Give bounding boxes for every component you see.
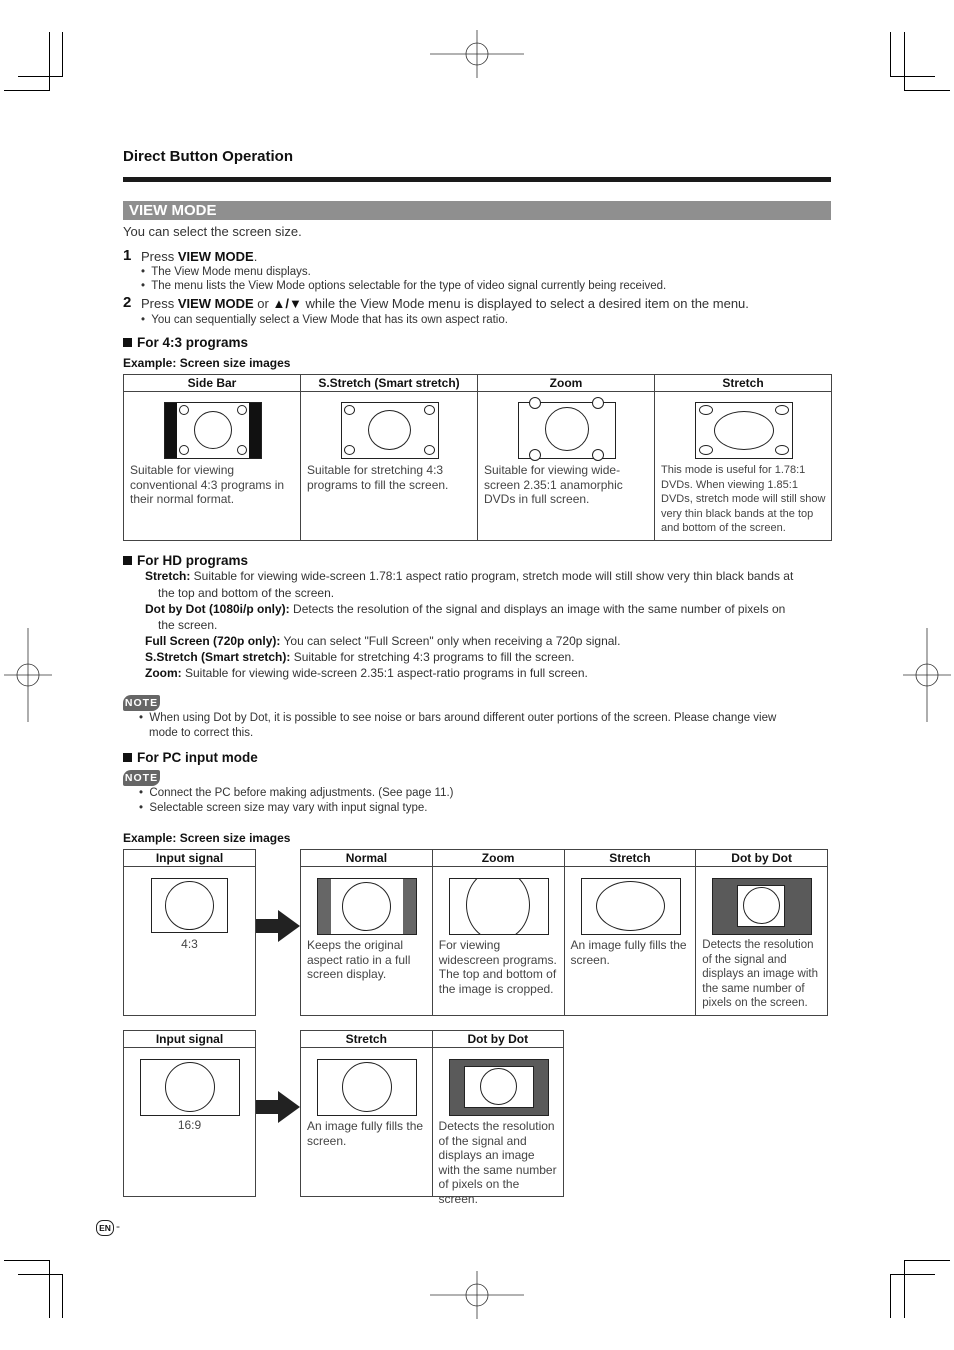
table-cell <box>301 867 433 1016</box>
crop-mark <box>18 1274 63 1275</box>
crop-mark <box>62 32 63 76</box>
circle-shape <box>165 1062 215 1112</box>
item-label: Stretch: <box>145 569 191 583</box>
circle-shape <box>424 445 435 455</box>
header-rule <box>123 177 831 182</box>
list-item <box>145 602 785 616</box>
screen-dot-by-dot-image <box>449 1059 549 1116</box>
item-label: Dot by Dot (1080i/p only): <box>145 602 290 616</box>
table-header: Dot by Dot <box>432 1031 563 1048</box>
screen-input-43-image <box>151 878 228 933</box>
step-text: or <box>253 296 273 311</box>
table-header: Normal <box>301 850 433 867</box>
note-text: Selectable screen size may vary with input signal type. <box>149 802 428 814</box>
table-cell <box>696 867 828 1016</box>
circle-shape <box>179 405 189 415</box>
square-bullet-icon <box>123 556 132 565</box>
crop-mark <box>4 90 50 91</box>
step-2-text <box>141 296 749 311</box>
heading-text: For HD programs <box>137 553 249 568</box>
screen-stretch-image <box>317 1059 417 1116</box>
circle-shape <box>699 445 713 455</box>
crop-mark <box>904 90 950 91</box>
screen-normal-image <box>317 878 417 935</box>
table-header: Zoom <box>432 850 564 867</box>
aspect-label: 16:9 <box>177 1118 202 1132</box>
table-header: Input signal <box>124 850 256 867</box>
example-label: Example: Screen size images <box>123 831 291 845</box>
crop-mark <box>4 1260 50 1261</box>
crop-mark <box>890 32 891 76</box>
screen-input-169-image <box>140 1059 240 1116</box>
crop-mark <box>904 32 905 90</box>
section-band <box>123 201 831 220</box>
table-cell <box>124 867 256 1016</box>
cell-description: Suitable for stretching 4:3 programs to fill the screen. <box>307 463 449 492</box>
heading-text: For 4:3 programs <box>137 335 249 350</box>
table-header: S.Stretch (Smart stretch) <box>301 375 478 392</box>
step-text: Press <box>141 249 178 264</box>
crop-mark <box>49 1260 50 1318</box>
table-header: Input signal <box>124 1031 256 1048</box>
language-badge: EN <box>96 1220 114 1236</box>
table-pc-modes-43 <box>300 849 828 1016</box>
note-text: Connect the PC before making adjustments. (See page 11.) <box>149 787 454 799</box>
circle-shape <box>194 411 232 449</box>
step-1-text <box>141 249 257 264</box>
aspect-label: 4:3 <box>181 937 198 951</box>
circle-shape <box>529 397 541 409</box>
right-arrow-icon <box>256 1091 300 1123</box>
table-cell <box>564 867 696 1016</box>
cell-description: An image fully fills the screen. <box>307 1119 424 1148</box>
step-text: while the View Mode menu is displayed to select a desired item on the menu. <box>301 296 749 311</box>
note-badge: NOTE <box>124 772 159 784</box>
list-item: • Connect the PC before making adjustments. (See page 11.) <box>139 787 454 799</box>
circle-shape <box>344 445 355 455</box>
list-item <box>145 666 588 680</box>
step-text: . <box>253 249 258 264</box>
list-item-text: The View Mode menu displays. <box>151 266 311 278</box>
page-title: Direct Button Operation <box>123 148 294 165</box>
table-cell <box>124 1048 256 1197</box>
item-text: Suitable for viewing wide-screen 2.35:1 aspect-ratio programs in full screen. <box>181 666 588 680</box>
circle-shape <box>775 445 789 455</box>
list-item <box>145 634 620 648</box>
screen-zoom-image <box>518 402 616 459</box>
circle-shape <box>592 449 604 461</box>
table-header: Side Bar <box>124 375 301 392</box>
crop-mark <box>62 1274 63 1318</box>
screen-smart-stretch-image <box>341 402 439 459</box>
registration-mark-top <box>430 30 524 78</box>
screen-side-bar-image <box>164 402 262 459</box>
cell-description: For viewing widescreen programs. The top and bottom of the image is cropped. <box>438 938 557 996</box>
item-text: Suitable for stretching 4:3 programs to fill the screen. <box>290 650 575 664</box>
table-cell <box>301 392 478 541</box>
inner-screen <box>464 1066 534 1108</box>
step-number: 2 <box>123 294 132 311</box>
up-down-arrow-icon: ▲/▼ <box>272 296 302 311</box>
circle-shape <box>596 881 665 931</box>
table-cell <box>301 1048 433 1197</box>
page-dash: - <box>116 1219 120 1233</box>
cell-description: Keeps the original aspect ratio in a full screen display. <box>307 938 411 981</box>
circle-shape <box>480 1068 517 1105</box>
circle-shape <box>529 449 541 461</box>
circle-shape <box>165 881 214 930</box>
item-label: Zoom: <box>145 666 182 680</box>
table-43-programs <box>123 374 832 541</box>
list-item: • You can sequentially select a View Mode that has its own aspect ratio. <box>141 314 508 326</box>
black-bar <box>249 403 261 458</box>
list-item-text: You can sequentially select a View Mode that has its own aspect ratio. <box>151 314 508 326</box>
crop-mark <box>890 1274 935 1275</box>
cell-description: Detects the resolution of the signal and displays an image with the same number of pixels on the screen. <box>438 1119 557 1206</box>
square-bullet-icon <box>123 338 132 347</box>
item-text: You can select "Full Screen" only when receiving a 720p signal. <box>280 634 621 648</box>
circle-shape <box>592 397 604 409</box>
cell-description: Suitable for viewing wide-screen 2.35:1 anamorphic DVDs in full screen. <box>484 463 623 506</box>
circle-shape <box>466 878 530 935</box>
circle-shape <box>237 405 247 415</box>
crop-mark <box>890 1274 891 1318</box>
table-cell <box>655 392 832 541</box>
item-label: Full Screen (720p only): <box>145 634 281 648</box>
step-text: Press <box>141 296 178 311</box>
table-cell <box>478 392 655 541</box>
registration-mark-bottom <box>430 1271 524 1319</box>
circle-shape <box>368 410 411 450</box>
item-label: S.Stretch (Smart stretch): <box>145 650 291 664</box>
circle-shape <box>344 405 355 415</box>
subsection-heading <box>123 750 258 765</box>
table-header: Stretch <box>655 375 832 392</box>
inner-screen <box>737 885 785 927</box>
table-header: Stretch <box>564 850 696 867</box>
circle-shape <box>743 887 780 924</box>
table-pc-modes-169 <box>300 1030 564 1206</box>
item-text: Detects the resolution of the signal and displays an image with the same number of pixels on <box>289 602 786 616</box>
list-item-continued: mode to correct this. <box>149 727 254 739</box>
registration-mark-left <box>4 628 52 722</box>
table-input-signal-43 <box>123 849 256 1016</box>
crop-mark <box>18 76 63 77</box>
crop-mark <box>890 76 935 77</box>
cell-description: An image fully fills the screen. <box>570 938 687 967</box>
list-item-continued: the top and bottom of the screen. <box>158 586 335 600</box>
table-input-signal-169 <box>123 1030 256 1197</box>
list-item: • Selectable screen size may vary with input signal type. <box>139 802 428 814</box>
list-item-text: The menu lists the View Mode options selectable for the type of video signal currently being received. <box>151 280 667 292</box>
item-text: Suitable for viewing wide-screen 1.78:1 aspect ratio program, stretch mode will still show very thin black bands at <box>190 569 794 583</box>
crop-mark <box>904 1260 905 1318</box>
table-cell <box>432 867 564 1016</box>
circle-shape <box>699 405 713 415</box>
circle-shape <box>179 445 189 455</box>
list-item-continued: the screen. <box>158 618 218 632</box>
crop-mark <box>49 32 50 90</box>
screen-zoom-image <box>449 878 549 935</box>
table-cell <box>124 392 301 541</box>
right-arrow-icon <box>256 910 300 942</box>
table-header: Zoom <box>478 375 655 392</box>
circle-shape <box>237 445 247 455</box>
circle-shape <box>424 405 435 415</box>
circle-shape <box>342 882 391 931</box>
list-item: • The menu lists the View Mode options selectable for the type of video signal currently being received. <box>141 280 667 292</box>
circle-shape <box>342 1062 392 1112</box>
subsection-heading <box>123 335 248 350</box>
gray-bar <box>403 879 416 934</box>
example-label: Example: Screen size images <box>123 356 291 370</box>
button-name: VIEW MODE <box>177 296 254 311</box>
screen-stretch-image <box>581 878 681 935</box>
cell-description: Detects the resolution of the signal and displays an image with the same number of pixels on the screen. <box>702 939 818 1009</box>
table-cell <box>432 1048 563 1206</box>
list-item: • When using Dot by Dot, it is possible to see noise or bars around different outer portions of the screen. Please change view <box>139 712 777 724</box>
circle-shape <box>714 411 774 450</box>
cell-description: This mode is useful for 1.78:1 DVDs. When viewing 1.85:1 DVDs, stretch mode will still show very thin black bands at the top and bottom of the screen. <box>661 464 826 534</box>
cell-description: Suitable for viewing conventional 4:3 programs in their normal format. <box>130 463 285 506</box>
section-intro: You can select the screen size. <box>123 224 302 239</box>
registration-mark-right <box>903 628 951 722</box>
circle-shape <box>545 407 589 451</box>
square-bullet-icon <box>123 753 132 762</box>
screen-stretch-image <box>695 402 793 459</box>
list-item <box>145 650 575 664</box>
list-item: • The View Mode menu displays. <box>141 266 311 278</box>
black-bar <box>165 403 177 458</box>
button-name: VIEW MODE <box>177 249 254 264</box>
note-badge: NOTE <box>124 697 159 709</box>
list-item <box>145 569 793 583</box>
section-title: VIEW MODE <box>129 202 217 219</box>
table-header: Stretch <box>301 1031 433 1048</box>
circle-shape <box>775 405 789 415</box>
gray-bar <box>318 879 331 934</box>
subsection-heading <box>123 553 248 568</box>
step-number: 1 <box>123 247 132 264</box>
screen-dot-by-dot-image <box>712 878 812 935</box>
table-header: Dot by Dot <box>696 850 828 867</box>
note-text: When using Dot by Dot, it is possible to see noise or bars around different outer portions of the screen. Please change view <box>149 712 777 724</box>
crop-mark <box>904 1260 950 1261</box>
heading-text: For PC input mode <box>137 750 258 765</box>
